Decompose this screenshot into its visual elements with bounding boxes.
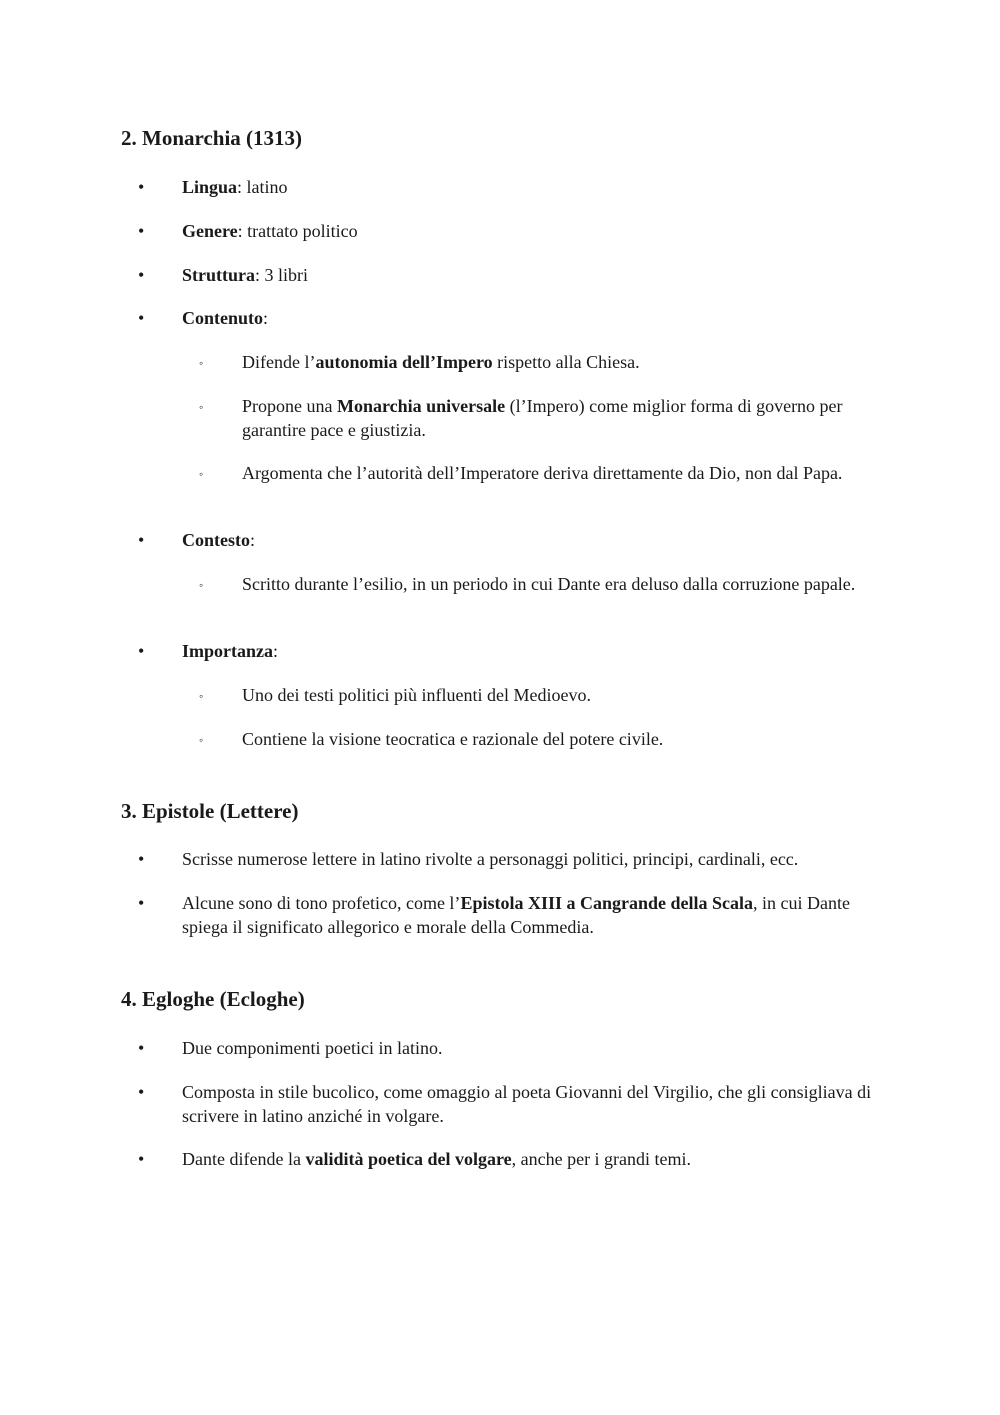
item-text: Lingua: latino	[182, 177, 288, 197]
sub-bullet: ◦	[199, 689, 204, 703]
sub-bullet: ◦	[199, 400, 204, 414]
item-text: Contenuto:	[182, 308, 269, 328]
item-text: Contesto:	[182, 530, 256, 550]
bullet: •	[138, 221, 145, 241]
bullet: •	[138, 177, 145, 197]
item-text: Dante difende la validità poetica del volgare, anche per i grandi temi.	[182, 1149, 692, 1169]
bullet: •	[138, 265, 145, 285]
item-text: Difende l’autonomia dell’Impero rispetto alla Chiesa.	[242, 352, 640, 372]
item-text: Due componimenti poetici in latino.	[182, 1038, 443, 1058]
item-text: Scritto durante l’esilio, in un periodo in cui Dante era deluso dalla corruzione papale.	[242, 574, 856, 594]
sub-bullet: ◦	[199, 356, 204, 370]
bullet: •	[138, 308, 145, 328]
section-heading-epistole: 3. Epistole (Lettere)	[121, 799, 299, 823]
bullet: •	[138, 1149, 145, 1169]
section-heading-monarchia: 2. Monarchia (1313)	[121, 126, 303, 150]
sub-bullet: ◦	[199, 733, 204, 747]
item-text: Contiene la visione teocratica e razionale del potere civile.	[242, 729, 664, 749]
bullet: •	[138, 849, 145, 869]
sub-bullet: ◦	[199, 578, 204, 592]
bullet: •	[138, 1082, 145, 1102]
item-text: Importanza:	[182, 641, 279, 661]
bullet: •	[138, 1038, 145, 1058]
bullet: •	[138, 641, 145, 661]
item-text: Uno dei testi politici più influenti del Medioevo.	[242, 685, 591, 705]
item-text: Genere: trattato politico	[182, 221, 358, 241]
item-text: Propone una Monarchia universale (l’Impero) come miglior forma di governo per garantire pace e giustizia.	[242, 396, 843, 440]
bullet: •	[138, 893, 145, 913]
section-heading-egloghe: 4. Egloghe (Ecloghe)	[121, 987, 305, 1011]
item-text: Argomenta che l’autorità dell’Imperatore deriva direttamente da Dio, non dal Papa.	[242, 463, 843, 483]
item-text: Alcune sono di tono profetico, come l’Epistola XIII a Cangrande della Scala, in cui Dante spiega il significato allegorico e morale della Commedia.	[182, 893, 850, 937]
item-text: Composta in stile bucolico, come omaggio al poeta Giovanni del Virgilio, che gli consigliava di scrivere in latino anziché in volgare.	[182, 1082, 872, 1126]
item-text: Struttura: 3 libri	[182, 265, 308, 285]
sub-bullet: ◦	[199, 467, 204, 481]
bullet: •	[138, 530, 145, 550]
item-text: Scrisse numerose lettere in latino rivolte a personaggi politici, principi, cardinali, ecc.	[182, 849, 799, 869]
